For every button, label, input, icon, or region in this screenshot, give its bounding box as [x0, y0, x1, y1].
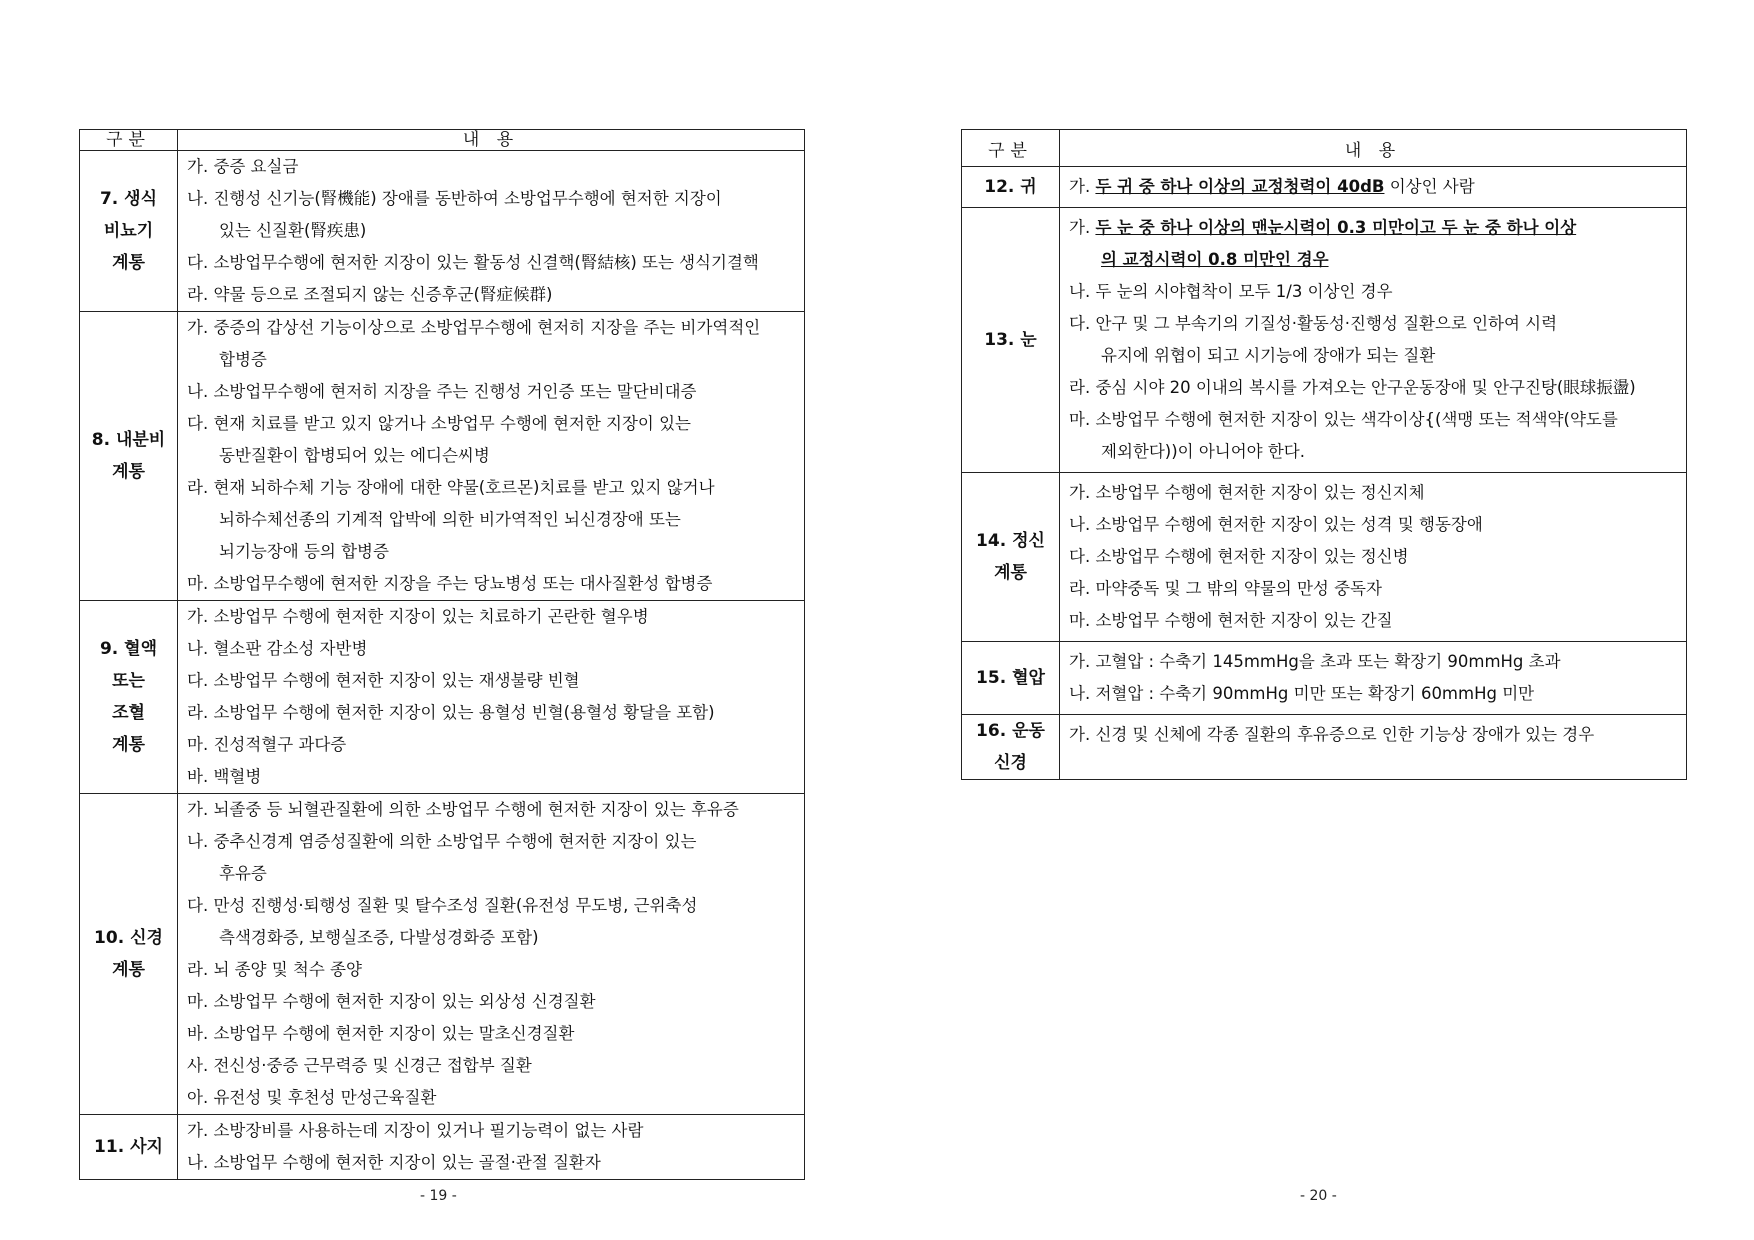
item-marker: 다. [187, 253, 214, 272]
category-label: 신경 [994, 753, 1027, 773]
item-marker: 가. [187, 800, 214, 819]
list-item [1069, 509, 1686, 541]
category-label: 계통 [994, 563, 1027, 583]
category-label: 16. 운동 [976, 721, 1045, 741]
list-item [1069, 436, 1686, 468]
item-text: 소방업무 수행에 현저한 지장이 있는 외상성 신경질환 [213, 992, 596, 1011]
item-text: 의 교정시력이 0.8 미만인 경우 [1101, 250, 1329, 269]
category-label: 8. 내분비 [91, 430, 166, 450]
list-item [1069, 276, 1686, 308]
list-item [187, 761, 804, 793]
item-marker: 마. [1069, 611, 1096, 630]
item-text: 소방업무수행에 현저한 지장을 주는 당뇨병성 또는 대사질환성 합병증 [213, 574, 713, 593]
table-row [962, 473, 1687, 642]
header-content: 내 용 [1060, 130, 1687, 167]
list-item [187, 697, 804, 729]
list-item [1069, 646, 1686, 678]
item-text: 전신성·중증 근무력증 및 신경근 접합부 질환 [213, 1056, 532, 1075]
item-text: 혈소판 감소성 자반병 [213, 639, 368, 658]
item-text: 만성 진행성·퇴행성 질환 및 탈수조성 질환(유전성 무도병, 근위축성 [213, 896, 698, 915]
list-item [187, 890, 804, 922]
item-marker: 라. [187, 703, 214, 722]
item-text: 백혈병 [213, 767, 262, 786]
list-item [1069, 573, 1686, 605]
left-table [79, 129, 805, 1180]
item-marker: 나. [1069, 282, 1096, 301]
list-item [187, 826, 804, 858]
item-marker: 나. [187, 639, 214, 658]
header-category: 구분 [962, 130, 1060, 167]
category-label: 비뇨기 [103, 221, 154, 241]
list-item [187, 376, 804, 408]
item-text: 신경 및 신체에 각종 질환의 후유증으로 인한 기능상 장애가 있는 경우 [1095, 725, 1595, 744]
item-text: 두 귀 중 하나 이상의 교정청력이 40dB 이상인 사람 [1095, 177, 1475, 196]
content-cell [1060, 473, 1687, 642]
item-marker: 가. [1069, 725, 1096, 744]
table-row [962, 642, 1687, 715]
list-item [187, 1147, 804, 1179]
category-label: 조혈 [112, 703, 145, 723]
item-text: 소방업무 수행에 현저한 지장이 있는 간질 [1095, 611, 1393, 630]
item-text: 중증의 갑상선 기능이상으로 소방업무수행에 현저히 지장을 주는 비가역적인 [213, 318, 761, 337]
category-cell [962, 473, 1060, 642]
category-label: 15. 혈압 [976, 668, 1045, 688]
item-text: 뇌기능장애 등의 합병증 [219, 542, 389, 561]
item-marker: 라. [187, 478, 214, 497]
item-text: 중심 시야 20 이내의 복시를 가져오는 안구운동장애 및 안구진탕(眼球振盪) [1095, 378, 1636, 397]
category-label: 10. 신경 [94, 928, 163, 948]
item-marker: 나. [187, 189, 214, 208]
list-item [1069, 605, 1686, 637]
category-cell [80, 1115, 178, 1180]
item-text: 유전성 및 후천성 만성근육질환 [213, 1088, 437, 1107]
item-marker: 가. [1069, 652, 1096, 671]
category-label: 7. 생식 [99, 189, 158, 209]
item-text: 측색경화증, 보행실조증, 다발성경화증 포함) [219, 928, 539, 947]
list-item [1069, 541, 1686, 573]
content-cell [1060, 167, 1687, 208]
list-item [187, 986, 804, 1018]
header-category: 구분 [80, 130, 178, 151]
item-text: 중증 요실금 [213, 157, 299, 176]
table-row [80, 1115, 805, 1180]
item-marker: 가. [187, 157, 214, 176]
list-item [187, 794, 804, 826]
list-item [187, 440, 804, 472]
item-text: 뇌졸중 등 뇌혈관질환에 의한 소방업무 수행에 현저한 지장이 있는 후유증 [213, 800, 739, 819]
list-item [1069, 340, 1686, 372]
list-item [187, 536, 804, 568]
item-text: 약물 등으로 조절되지 않는 신증후군(腎症候群) [213, 285, 553, 304]
item-text: 합병증 [219, 350, 267, 369]
list-item [187, 408, 804, 440]
header-content: 내 용 [178, 130, 805, 151]
category-cell [80, 312, 178, 601]
item-text: 소방업무수행에 현저한 지장이 있는 활동성 신결핵(腎結核) 또는 생식기결핵 [213, 253, 759, 272]
list-item [1069, 244, 1686, 276]
item-marker: 가. [1069, 177, 1096, 196]
content-cell [178, 794, 805, 1115]
page-number-right: - 20 - [1300, 1188, 1337, 1204]
item-marker: 마. [187, 992, 214, 1011]
item-text: 두 눈의 시야협착이 모두 1/3 이상인 경우 [1095, 282, 1393, 301]
item-marker: 나. [187, 832, 214, 851]
list-item [1069, 719, 1686, 751]
item-marker: 가. [187, 1121, 214, 1140]
item-text: 두 눈 중 하나 이상의 맨눈시력이 0.3 미만이고 두 눈 중 하나 이상 [1095, 218, 1577, 237]
list-item [1069, 678, 1686, 710]
category-label: 또는 [112, 671, 145, 691]
item-marker: 아. [187, 1088, 214, 1107]
page-number-left: - 19 - [420, 1188, 457, 1204]
item-marker: 라. [187, 960, 214, 979]
item-text: 소방업무수행에 현저히 지장을 주는 진행성 거인증 또는 말단비대증 [213, 382, 697, 401]
item-marker: 마. [187, 574, 214, 593]
list-item [187, 1115, 804, 1147]
content-cell [178, 312, 805, 601]
list-item [187, 665, 804, 697]
list-item [1069, 477, 1686, 509]
item-marker: 사. [187, 1056, 214, 1075]
item-text: 소방업무 수행에 현저한 지장이 있는 골절·관절 질환자 [213, 1153, 601, 1172]
list-item [187, 183, 804, 215]
item-text: 현재 치료를 받고 있지 않거나 소방업무 수행에 현저한 지장이 있는 [213, 414, 691, 433]
category-label: 계통 [112, 253, 145, 273]
item-text: 소방업무 수행에 현저한 지장이 있는 재생불량 빈혈 [213, 671, 580, 690]
list-item [187, 954, 804, 986]
list-item [187, 215, 804, 247]
table-row [80, 794, 805, 1115]
category-label: 계통 [112, 462, 145, 482]
item-text: 소방장비를 사용하는데 지장이 있거나 필기능력이 없는 사람 [213, 1121, 644, 1140]
item-text: 고혈압 : 수축기 145mmHg을 초과 또는 확장기 90mmHg 초과 [1095, 652, 1561, 671]
content-cell [178, 601, 805, 794]
underlined-text: 두 귀 중 하나 이상의 교정청력이 40dB [1095, 177, 1385, 196]
category-label: 9. 혈액 [99, 639, 158, 659]
item-text: 제외한다))이 아니어야 한다. [1101, 442, 1305, 461]
item-marker: 다. [1069, 314, 1096, 333]
table-row [962, 167, 1687, 208]
content-cell [1060, 642, 1687, 715]
content-cell [178, 1115, 805, 1180]
category-label: 계통 [112, 960, 145, 980]
list-item [187, 344, 804, 376]
item-marker: 다. [1069, 547, 1096, 566]
category-cell [80, 151, 178, 312]
item-text: 소방업무 수행에 현저한 지장이 있는 정신병 [1095, 547, 1409, 566]
list-item [187, 729, 804, 761]
right-table-body [962, 167, 1687, 780]
list-item [187, 1082, 804, 1114]
item-text: 소방업무 수행에 현저한 지장이 있는 성격 및 행동장애 [1095, 515, 1483, 534]
item-marker: 라. [1069, 579, 1096, 598]
category-cell [962, 715, 1060, 780]
list-item [187, 601, 804, 633]
item-text: 유지에 위협이 되고 시기능에 장애가 되는 질환 [1101, 346, 1436, 365]
list-item [187, 633, 804, 665]
table-row [962, 715, 1687, 780]
category-label: 11. 사지 [94, 1137, 163, 1157]
list-item [187, 568, 804, 600]
item-marker: 라. [1069, 378, 1096, 397]
item-text: 동반질환이 합병되어 있는 에디슨씨병 [219, 446, 490, 465]
category-cell [962, 642, 1060, 715]
item-marker: 다. [187, 896, 214, 915]
item-marker: 나. [1069, 515, 1096, 534]
item-marker: 마. [187, 735, 214, 754]
item-marker: 가. [187, 318, 214, 337]
item-marker: 마. [1069, 410, 1096, 429]
item-marker: 나. [1069, 684, 1096, 703]
table-row [80, 151, 805, 312]
left-table-body [80, 151, 805, 1180]
list-item [187, 279, 804, 311]
category-label: 13. 눈 [984, 330, 1037, 350]
item-text: 뇌 종양 및 척수 종양 [213, 960, 362, 979]
item-text: 저혈압 : 수축기 90mmHg 미만 또는 확장기 60mmHg 미만 [1095, 684, 1535, 703]
item-text: 후유증 [219, 864, 267, 883]
item-marker: 바. [187, 767, 214, 786]
category-cell [80, 601, 178, 794]
list-item [1069, 212, 1686, 244]
category-cell [962, 167, 1060, 208]
item-text: 진행성 신기능(腎機能) 장애를 동반하여 소방업무수행에 현저한 지장이 [213, 189, 722, 208]
item-marker: 나. [187, 1153, 214, 1172]
item-text: 소방업무 수행에 현저한 지장이 있는 용혈성 빈혈(용혈성 황달을 포함) [213, 703, 715, 722]
item-marker: 가. [1069, 483, 1096, 502]
item-text: 소방업무 수행에 현저한 지장이 있는 치료하기 곤란한 혈우병 [213, 607, 649, 626]
right-table [961, 129, 1687, 780]
item-marker: 다. [187, 671, 214, 690]
content-cell [1060, 208, 1687, 473]
item-marker: 라. [187, 285, 214, 304]
item-marker: 나. [187, 382, 214, 401]
list-item [187, 472, 804, 504]
item-text: 마약중독 및 그 밖의 약물의 만성 중독자 [1095, 579, 1382, 598]
list-item [1069, 308, 1686, 340]
item-text: 진성적혈구 과다증 [213, 735, 347, 754]
item-text: 있는 신질환(腎疾患) [219, 221, 367, 240]
item-text: 뇌하수체선종의 기계적 압박에 의한 비가역적인 뇌신경장애 또는 [219, 510, 681, 529]
item-text: 안구 및 그 부속기의 기질성·활동성·진행성 질환으로 인하여 시력 [1095, 314, 1558, 333]
list-item [1069, 372, 1686, 404]
list-item [187, 1018, 804, 1050]
item-text: 현재 뇌하수체 기능 장애에 대한 약물(호르몬)치료를 받고 있지 않거나 [213, 478, 715, 497]
content-cell [1060, 715, 1687, 780]
category-label: 12. 귀 [984, 177, 1037, 197]
category-label: 14. 정신 [976, 531, 1045, 551]
item-marker: 가. [187, 607, 214, 626]
list-item [187, 858, 804, 890]
list-item [187, 922, 804, 954]
list-item [187, 1050, 804, 1082]
item-marker: 가. [1069, 218, 1096, 237]
list-item [187, 247, 804, 279]
category-label: 계통 [112, 735, 145, 755]
list-item [187, 312, 804, 344]
item-text: 소방업무 수행에 현저한 지장이 있는 색각이상{(색맹 또는 적색약(약도를 [1095, 410, 1618, 429]
list-item [187, 504, 804, 536]
category-cell [80, 794, 178, 1115]
list-item [1069, 171, 1686, 203]
table-row [962, 208, 1687, 473]
list-item [187, 151, 804, 183]
table-row [80, 601, 805, 794]
item-marker: 다. [187, 414, 214, 433]
item-text: 소방업무 수행에 현저한 지장이 있는 정신지체 [1095, 483, 1425, 502]
item-text: 중추신경계 염증성질환에 의한 소방업무 수행에 현저한 지장이 있는 [213, 832, 697, 851]
item-marker: 바. [187, 1024, 214, 1043]
list-item [1069, 404, 1686, 436]
content-cell [178, 151, 805, 312]
category-cell [962, 208, 1060, 473]
table-row [80, 312, 805, 601]
item-text: 소방업무 수행에 현저한 지장이 있는 말초신경질환 [213, 1024, 575, 1043]
